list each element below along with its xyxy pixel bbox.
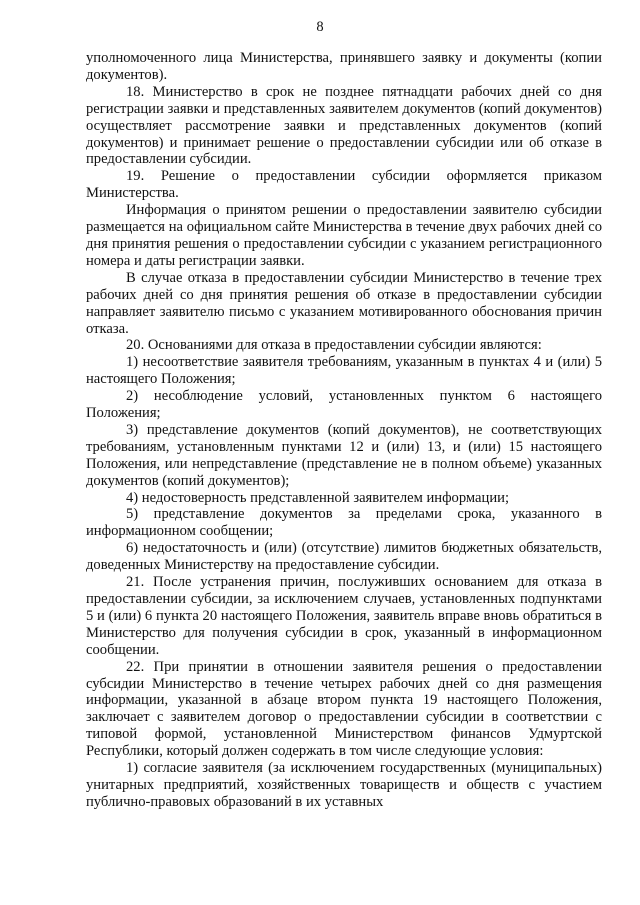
paragraph-22: 22. При принятии в отношении заявителя решения о предоставлении субсидии Министерство в течение четырех рабочих дней со дня размещения информации, указанной в абзаце втором пункта 19 настоящего Положения, заключает с заявителем договор о предоставлении субсидии в соответствии с типовой формой, установленной Министерством финансов Удмуртской Республики, который должен содержать в том числе следующие условия: — [86, 658, 602, 760]
list-item-22-1: 1) согласие заявителя (за исключением государственных (муниципальных) унитарных предприятий, хозяйственных товариществ и обществ с участием публично-правовых образований в их уставных — [86, 760, 602, 810]
list-item-20-2: 2) несоблюдение условий, установленных пунктом 6 настоящего Положения; — [86, 388, 602, 422]
list-item-20-3: 3) представление документов (копий документов), не соответствующих требованиям, установленным пунктами 12 и (или) 13, и (или) 15 настоящего Положения, или непредставление (представление не в полном объеме) указанных документов (копий документов); — [86, 421, 602, 489]
paragraph-21: 21. После устранения причин, послуживших основанием для отказа в предоставлении субсидии, за исключением случаев, установленных подпунктами 5 и (или) 6 пункта 20 настоящего Положения, заявитель вправе вновь обратиться в Министерство для получения субсидии в срок, указанный в информационном сообщении. — [86, 574, 602, 658]
paragraph-18: 18. Министерство в срок не позднее пятнадцати рабочих дней со дня регистрации заявки и представленных заявителем документов (копий документов) осуществляет рассмотрение заявки и представленных документов (копий документов) и принимает решение о предоставлении субсидии или об отказе в предоставлении субсидии. — [86, 83, 602, 168]
document-body — [86, 50, 602, 811]
page-number: 8 — [316, 19, 324, 35]
list-item-20-1: 1) несоответствие заявителя требованиям, указанным в пунктах 4 и (или) 5 настоящего Положения; — [86, 354, 602, 388]
list-item-20-6: 6) недостаточность и (или) (отсутствие) лимитов бюджетных обязательств, доведенных Министерству на предоставление субсидии. — [86, 540, 602, 574]
list-item-20-5: 5) представление документов за пределами срока, указанного в информационном сообщении; — [86, 506, 602, 540]
paragraph-19: 19. Решение о предоставлении субсидии оформляется приказом Министерства. — [86, 168, 602, 202]
paragraph-19-refusal: В случае отказа в предоставлении субсидии Министерство в течение трех рабочих дней со дня принятия решения об отказе в предоставлении субсидии направляет заявителю письмо с указанием мотивированного обоснования причин отказа. — [86, 269, 602, 337]
list-item-20-4: 4) недостоверность представленной заявителем информации; — [126, 489, 510, 506]
paragraph-19-information: Информация о принятом решении о предоставлении заявителю субсидии размещается на официальном сайте Министерства в течение двух рабочих дней со дня принятия решения о предоставлении субсидии с указанием регистрационного номера и даты регистрации заявки. — [86, 202, 602, 269]
paragraph-20: 20. Основаниями для отказа в предоставлении субсидии являются: — [126, 337, 542, 354]
paragraph-continuation: уполномоченного лица Министерства, принявшего заявку и документы (копии документов). — [86, 50, 602, 83]
